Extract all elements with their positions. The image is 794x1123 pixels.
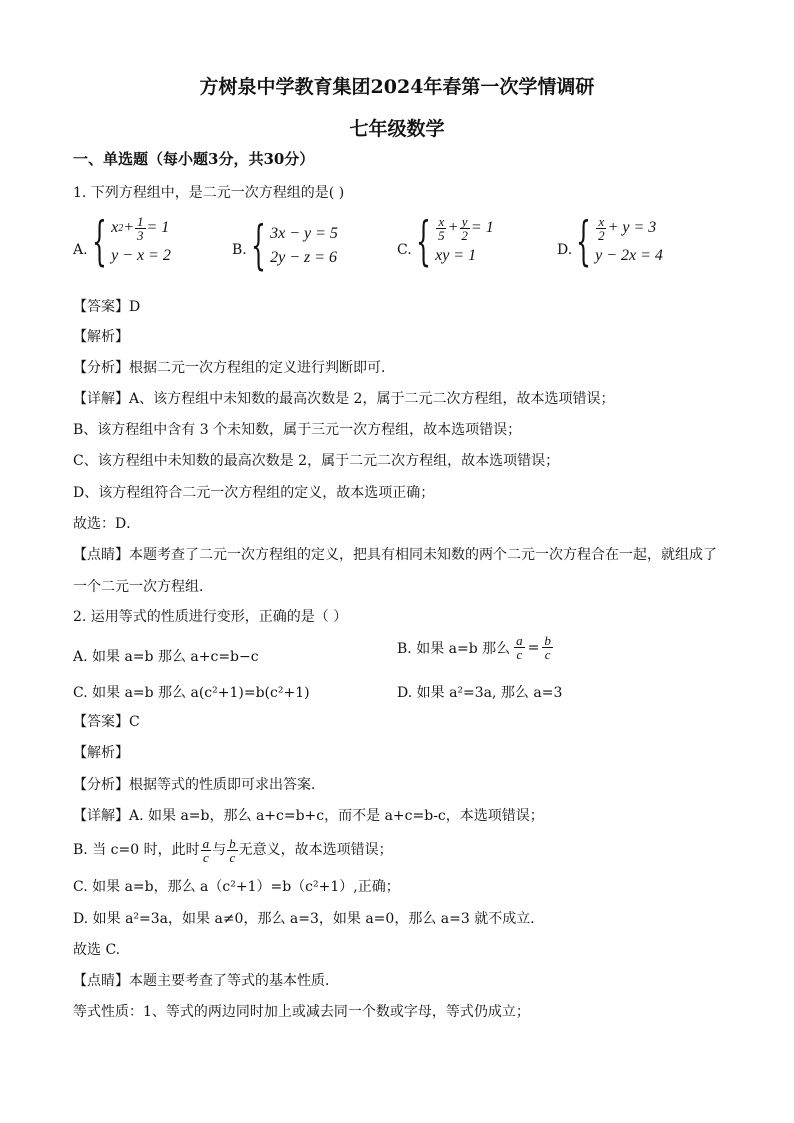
brace-icon: { bbox=[416, 212, 431, 272]
q1-option-a-label: A. bbox=[73, 242, 88, 258]
fraction: $\frac{1}{3}$ bbox=[137, 213, 144, 243]
q1-stem: 1. 下列方程组中，是二元一次方程组的是( ) bbox=[73, 185, 345, 201]
q1-analysis-heading: 【解析】 bbox=[73, 329, 129, 345]
fraction: $\frac{x}{2}$ bbox=[598, 213, 605, 243]
fraction: $\frac{a}{c}$ bbox=[516, 633, 523, 662]
q2-property: 等式性质：1、等式的两边同时加上或减去同一个数或字母，等式仍成立； bbox=[73, 1004, 530, 1020]
fraction: $\frac{y}{2}$ bbox=[461, 213, 468, 243]
q1-option-d-label: D. bbox=[557, 242, 573, 258]
q1-detail-3: C、该方程组中未知数的最高次数是 2，属于二元二次方程组，故本选项错误； bbox=[73, 453, 560, 469]
q1-comment-1: 【点睛】本题考查了二元一次方程组的定义，把具有相同未知数的两个二元一次方程合在一起，就组成了 bbox=[73, 547, 717, 563]
q1-option-b-system: { 3x − y = 5 2y − z = 6 bbox=[251, 216, 338, 276]
q1-comment-2: 一个二元一次方程组． bbox=[73, 579, 213, 595]
brace-icon: { bbox=[251, 216, 266, 276]
q1-option-a-system: { x 2 + $\frac{1}{3}$ = 1 y − x = 2 bbox=[92, 212, 171, 272]
q2-choice: 故选 C. bbox=[73, 942, 121, 958]
q2-answer: 【答案】C bbox=[73, 714, 140, 730]
q1-choice: 故选：D． bbox=[73, 516, 141, 532]
q1-detail-1: 【详解】A、该方程组中未知数的最高次数是 2，属于二元二次方程组，故本选项错误； bbox=[73, 391, 615, 407]
q2-option-a: A. 如果 a=b 那么 a+c=b−c bbox=[73, 649, 259, 665]
q2-detail-1: 【详解】A. 如果 a=b，那么 a+c=b+c，而不是 a+c=b-c，本选项错误； bbox=[73, 808, 544, 824]
q2-option-c: C. 如果 a=b 那么 a(c²+1)=b(c²+1) bbox=[73, 685, 310, 701]
q1-answer: 【答案】D bbox=[73, 299, 141, 315]
q2-option-b: B. 如果 a=b 那么 $\frac{a}{c}$ = $\frac{b}{c}$ bbox=[397, 633, 551, 662]
q2-fenxi: 【分析】根据等式的性质即可求出答案． bbox=[73, 777, 325, 793]
exam-subtitle: 七年级数学 bbox=[349, 118, 445, 140]
fraction: $\frac{a}{c}$ bbox=[202, 835, 210, 865]
exam-title: 方树泉中学教育集团2024年春第一次学情调研 bbox=[199, 76, 595, 98]
q2-stem: 2. 运用等式的性质进行变形，正确的是（ ） bbox=[73, 609, 348, 625]
q2-comment: 【点睛】本题主要考查了等式的基本性质． bbox=[73, 973, 339, 989]
q1-option-b-label: B. bbox=[232, 242, 247, 258]
q1-option-d-system: { $\frac{x}{2}$ + y = 3 y − 2x = 4 bbox=[576, 212, 663, 272]
q2-analysis-heading: 【解析】 bbox=[73, 745, 129, 761]
q2-detail-2: B. 当 c=0 时，此时 $\frac{a}{c}$ 与 $\frac{b}{c}$ 无意义，故本选项错误； bbox=[73, 835, 393, 865]
fraction: $\frac{b}{c}$ bbox=[229, 835, 236, 865]
q1-option-c-system: { $\frac{x}{5}$ + $\frac{y}{2}$ = 1 xy = 1 bbox=[416, 212, 494, 272]
q1-detail-4: D、该方程组符合二元一次方程组的定义，故本选项正确； bbox=[73, 485, 435, 501]
q1-detail-2: B、该方程组中含有 3 个未知数，属于三元一次方程组，故本选项错误； bbox=[73, 422, 522, 438]
fraction: $\frac{b}{c}$ bbox=[544, 633, 551, 662]
q2-detail-3: C. 如果 a=b，那么 a（c²+1）=b（c²+1）,正确； bbox=[73, 879, 400, 895]
q2-detail-4: D. 如果 a²=3a，如果 a≠0，那么 a=3，如果 a=0，那么 a=3 就不成立． bbox=[73, 911, 545, 927]
section-heading: 一、单选题（每小题3分，共30分） bbox=[73, 150, 315, 168]
q1-fenxi: 【分析】根据二元一次方程组的定义进行判断即可． bbox=[73, 360, 395, 376]
q1-option-c-label: C. bbox=[397, 242, 412, 258]
q2-option-d: D. 如果 a²=3a, 那么 a=3 bbox=[397, 685, 563, 701]
fraction: $\frac{x}{5}$ bbox=[438, 213, 445, 243]
brace-icon: { bbox=[92, 212, 107, 272]
brace-icon: { bbox=[576, 212, 591, 272]
